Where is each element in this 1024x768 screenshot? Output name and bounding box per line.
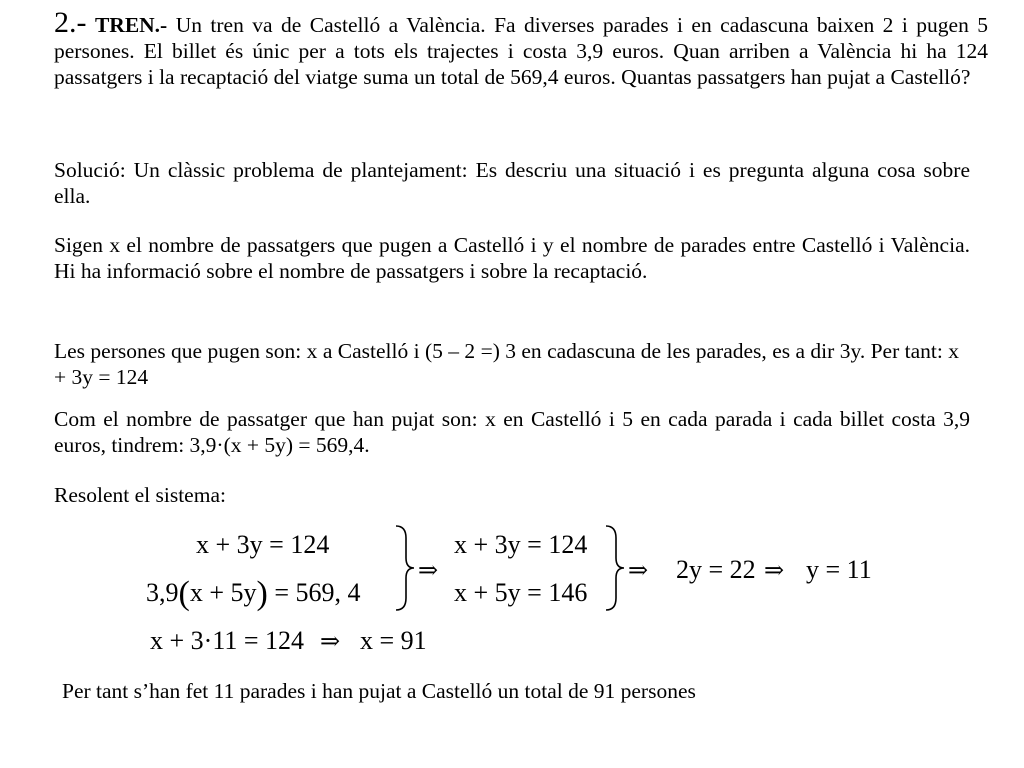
system2-equation2: x + 5y = 146	[454, 578, 588, 607]
result-2y: 2y = 22	[676, 555, 756, 584]
passengers-equation-text: Les persones que pugen son: x a Castelló i (5 – 2 =) 3 en cadascuna de les parades, es a dir 3y. Per tant: x + 3y = 124	[54, 339, 959, 389]
system1-equation1: x + 3y = 124	[196, 530, 330, 559]
implies-arrow-1: ⇒	[418, 556, 439, 584]
problem-text: Un tren va de Castelló a València. Fa diverses parades i en cadascuna baixen 2 i pugen 5 persones. El billet és únic per a tots els trajectes i costa 3,9 euros. Quan arriben a València hi ha 124 passatgers i la recaptació del viatge suma un total de 569,4 euros. Quantas passatgers han pujat a Castelló?	[54, 13, 989, 89]
solution-intro: Solució: Un clàssic problema de plantejament: Es descriu una situació i es pregunta alguna cosa sobre ella.	[54, 158, 970, 208]
right-brace-1	[392, 522, 416, 614]
eq2-coefficient: 3,9	[146, 578, 179, 607]
system1-equation2: 3,9(x + 5y) = 569, 4	[146, 575, 361, 612]
result-y: y = 11	[806, 555, 872, 584]
variables-definition: Sigen x el nombre de passatgers que pugen a Castelló i y el nombre de parades entre Castelló i València. Hi ha informació sobre el nombre de passatgers i sobre la recaptació.	[54, 233, 970, 283]
problem-statement	[54, 6, 989, 90]
right-brace-2	[602, 522, 626, 614]
implies-arrow-2: ⇒	[628, 556, 649, 584]
result-x: x = 91	[360, 626, 427, 655]
eq2-rhs: = 569, 4	[267, 578, 361, 607]
solving-label: Resolent el sistema:	[54, 483, 226, 507]
final-answer: Per tant s’han fet 11 parades i han pujat a Castelló un total de 91 persones	[62, 679, 696, 703]
problem-title: TREN.-	[94, 13, 168, 37]
implies-arrow-4: ⇒	[320, 627, 341, 655]
eq2-inner: x + 5y	[189, 578, 257, 607]
substitution-equation: x + 3·11 = 124	[150, 626, 305, 655]
revenue-equation-text: Com el nombre de passatger que han pujat son: x en Castelló i 5 en cada parada i cada billet costa 3,9 euros, tindrem: 3,9·(x + 5y) = 569,4.	[54, 407, 970, 457]
implies-arrow-3: ⇒	[764, 556, 785, 584]
system2-equation1: x + 3y = 124	[454, 530, 588, 559]
problem-number: 2.-	[54, 6, 87, 39]
